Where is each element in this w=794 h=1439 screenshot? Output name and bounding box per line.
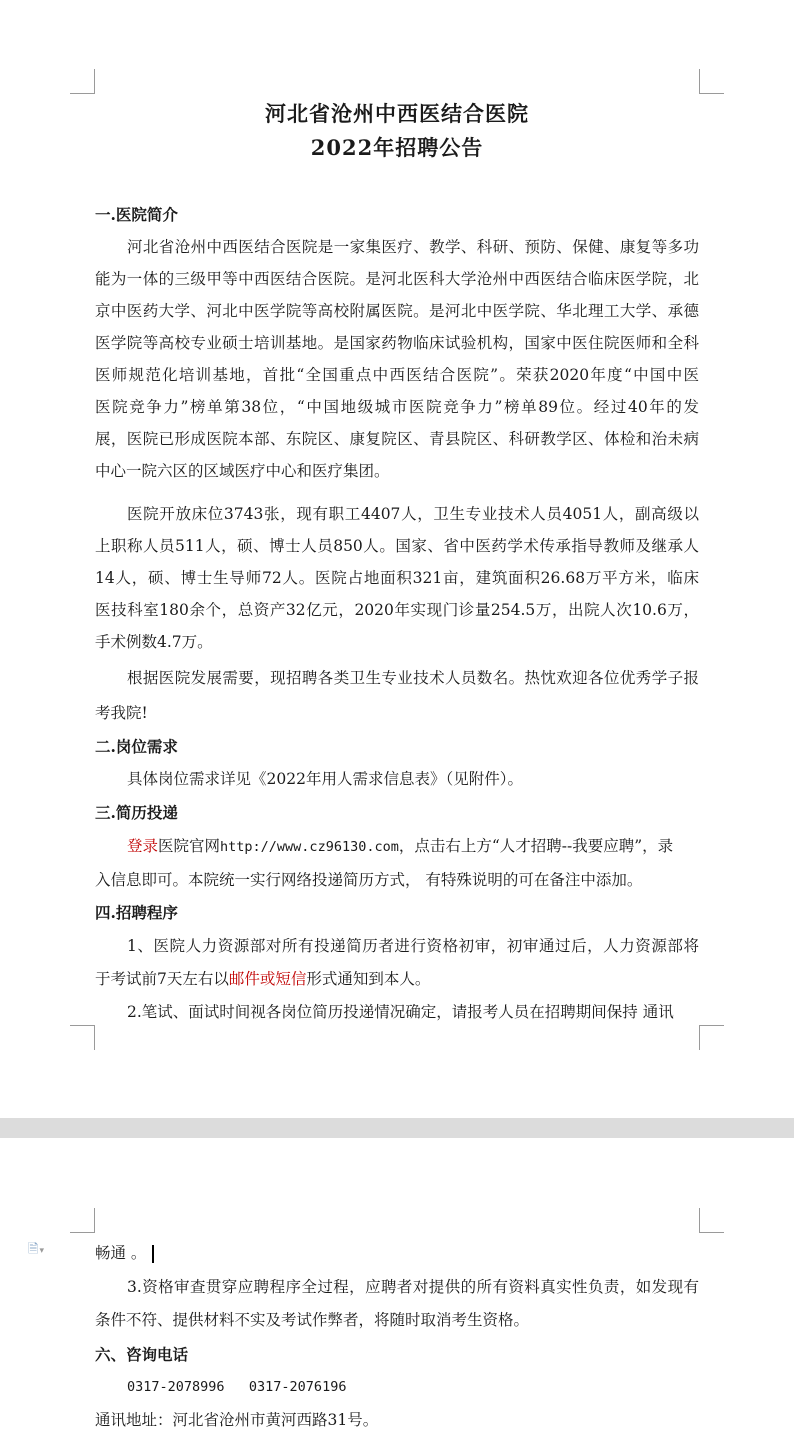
- paragraph-line: 考我院!: [95, 704, 148, 722]
- document-title: 河北省沧州中西医结合医院: [265, 101, 529, 126]
- text-fragment: 形式通知到本人。: [306, 970, 431, 988]
- paragraph-line: 医师规范化培训基地，首批“全国重点中西医结合医院”。荣获2020年度“中国中医: [95, 366, 699, 384]
- dropdown-arrow-icon: ▾: [39, 1246, 44, 1256]
- text-fragment: ，点击右上方“人才招聘--我要应聘”，录: [398, 837, 674, 855]
- document-subtitle: 2022年招聘公告: [310, 135, 484, 160]
- text-fragment: 于考试前7天左右以: [95, 970, 229, 988]
- login-link[interactable]: 登录: [127, 837, 159, 855]
- highlight-text: 邮件或短信: [228, 970, 307, 988]
- paragraph-line: 上职称人员511人，硕、博士人员850人。国家、省中医药学术传承指导教师及继承人: [95, 537, 699, 555]
- crop-mark-top-left: [70, 69, 95, 94]
- paragraph-line: 具体岗位需求详见《2022年用人需求信息表》（见附件）。: [127, 770, 523, 788]
- paragraph-options-button[interactable]: [28, 1240, 44, 1262]
- paragraph-line: 医院开放床位3743张，现有职工4407人，卫生专业技术人员4051人，副高级以: [127, 505, 699, 523]
- crop-mark-bottom-right: [699, 1025, 724, 1050]
- paragraph-line: [95, 969, 699, 989]
- section-heading-intro: 一.医院简介: [95, 205, 178, 224]
- paragraph-line: [95, 1243, 699, 1263]
- contact-phones: 0317-2078996 0317-2076196: [127, 1379, 347, 1395]
- paragraph-line: 医技科室180余个，总资产32亿元，2020年实现门诊量254.5万，出院人次10.6万，: [95, 601, 699, 619]
- paragraph-line: 2.笔试、面试时间视各岗位简历投递情况确定，请报考人员在招聘期间保持 通讯: [127, 1003, 674, 1021]
- paragraph-line: 14人，硕、博士生导师72人。医院占地面积321亩，建筑面积26.68万平方米，临床: [95, 569, 699, 587]
- paragraph-line: 条件不符、提供材料不实及考试作弊者，将随时取消考生资格。: [95, 1311, 530, 1329]
- paragraph-line: 入信息即可。本院统一实行网络投递简历方式， 有特殊说明的可在备注中添加。: [95, 871, 643, 889]
- paragraph-line: 1、医院人力资源部对所有投递简历者进行资格初审，初审通过后，人力资源部将: [127, 937, 699, 955]
- document-page-2: [0, 1138, 794, 1439]
- paragraph-line: 京中医药大学、河北中医学院等高校附属医院。是河北中医学院、华北理工大学、承德: [95, 302, 699, 320]
- section-heading-procedure: 四.招聘程序: [95, 903, 178, 922]
- document-icon: 🗎: [28, 1242, 39, 1257]
- paragraph-line: 根据医院发展需要，现招聘各类卫生专业技术人员数名。热忱欢迎各位优秀学子报: [127, 669, 699, 687]
- paragraph-line: 医院竞争力”榜单第38位，“中国地级城市医院竞争力”榜单89位。经过40年的发: [95, 398, 699, 416]
- page-separator: [0, 1118, 794, 1138]
- crop-mark-top-left: [70, 1208, 95, 1233]
- paragraph-line: 河北省沧州中西医结合医院是一家集医疗、教学、科研、预防、保健、康复等多功: [127, 238, 699, 256]
- contact-address: 通讯地址：河北省沧州市黄河西路31号。: [95, 1411, 379, 1429]
- paragraph-line: 能为一体的三级甲等中西医结合医院。是河北医科大学沧州中西医结合临床医学院，北: [95, 270, 699, 288]
- paragraph-line: 医学院等高校专业硕士培训基地。是国家药物临床试验机构，国家中医住院医师和全科: [95, 334, 699, 352]
- text-fragment: 畅通 。: [95, 1244, 147, 1262]
- hospital-website-url[interactable]: http://www.cz96130.com: [220, 839, 399, 855]
- crop-mark-top-right: [699, 1208, 724, 1233]
- section-heading-positions: 二.岗位需求: [95, 737, 178, 756]
- text-fragment: 医院官网: [158, 837, 221, 855]
- paragraph-line: 3.资格审查贯穿应聘程序全过程，应聘者对提供的所有资料真实性负责，如发现有: [127, 1278, 699, 1296]
- paragraph-line: 中心一院六区的区域医疗中心和医疗集团。: [95, 462, 390, 480]
- section-heading-resume: 三.简历投递: [95, 803, 178, 822]
- text-cursor: [152, 1245, 154, 1263]
- crop-mark-bottom-left: [70, 1025, 95, 1050]
- crop-mark-top-right: [699, 69, 724, 94]
- paragraph-line: 手术例数4.7万。: [95, 633, 213, 651]
- section-heading-contact: 六、咨询电话: [95, 1345, 189, 1364]
- paragraph-line: 展，医院已形成医院本部、东院区、康复院区、青县院区、科研教学区、体检和治未病: [95, 430, 699, 448]
- resume-submission-line: [127, 836, 699, 857]
